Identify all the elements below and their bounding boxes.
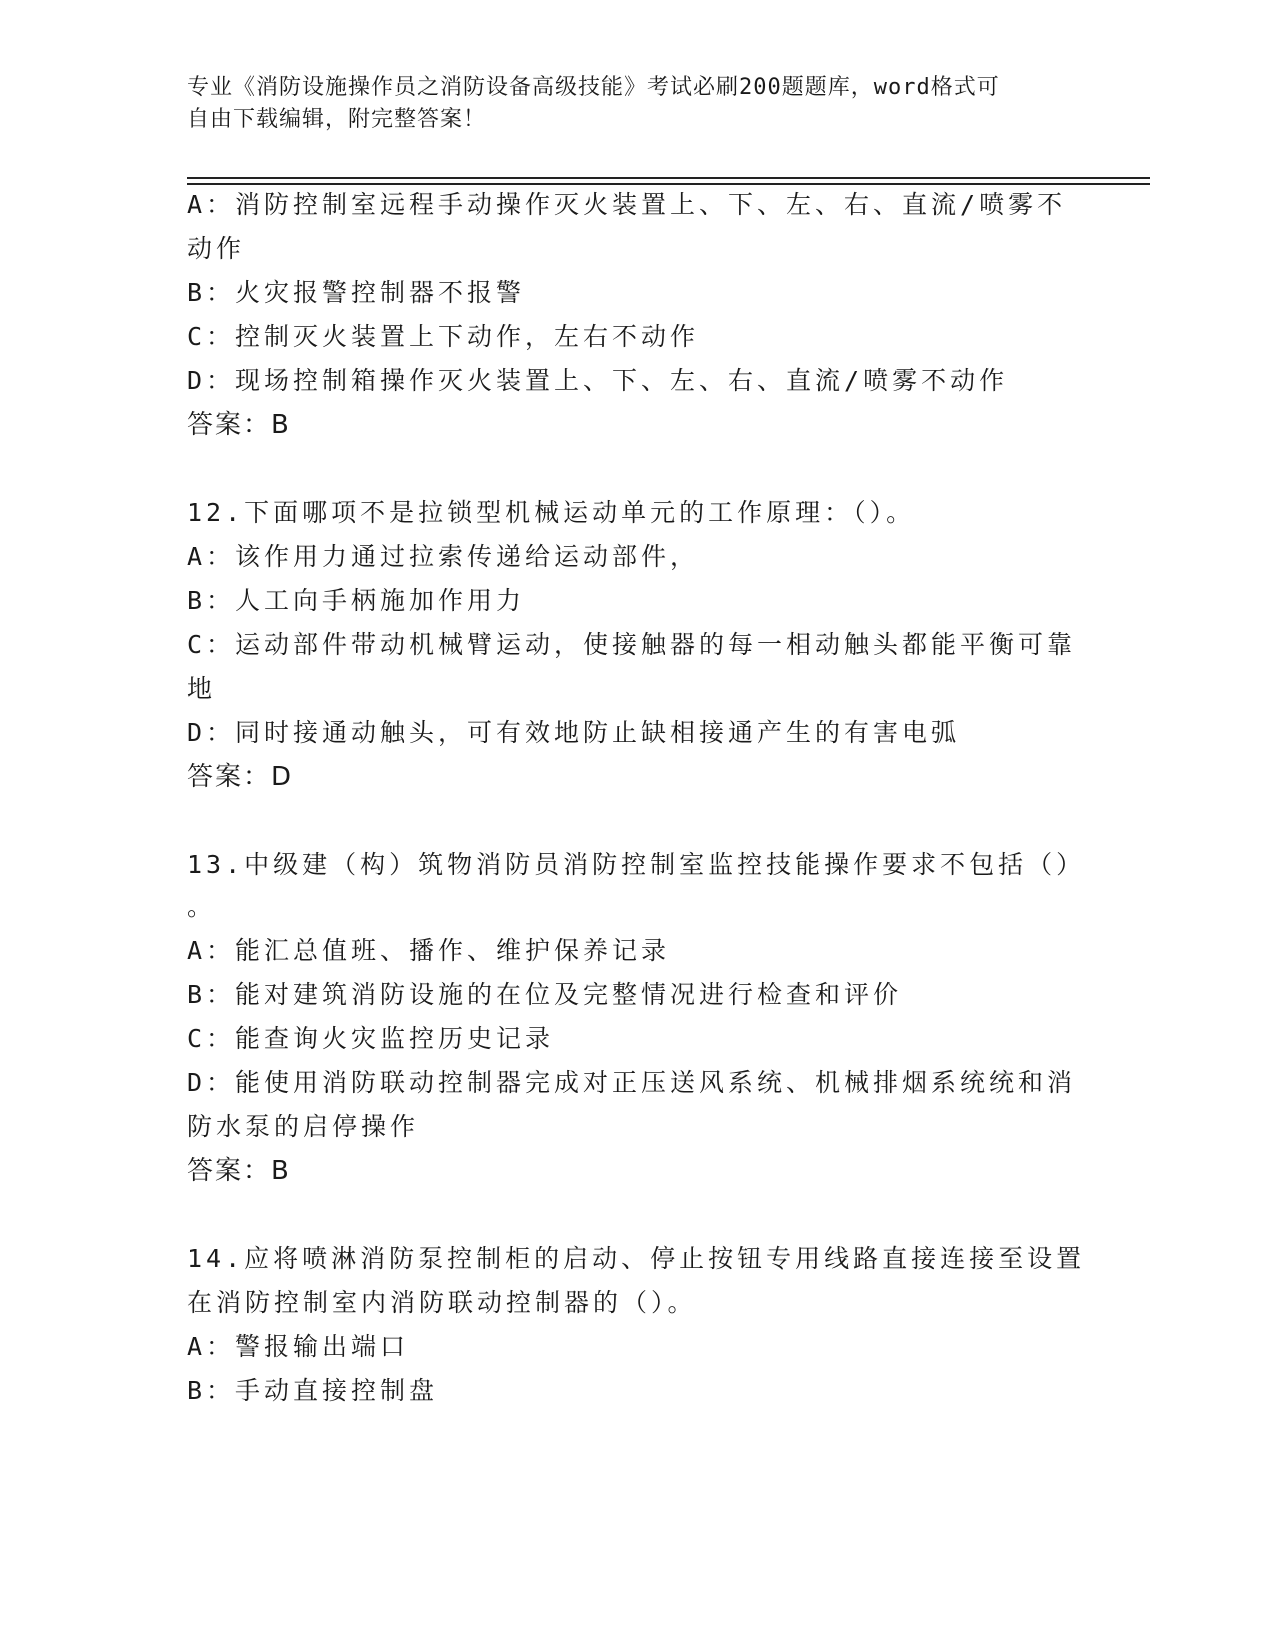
q12-option-d: D：同时接通动触头，可有效地防止缺相接通产生的有害电弧 (187, 718, 961, 747)
q11-option-a-line-1: A：消防控制室远程手动操作灭火装置上、下、左、右、直流/喷雾不 (187, 190, 1067, 219)
document-header (187, 72, 1067, 136)
q13-answer: 答案：B (187, 1156, 291, 1186)
q13-option-b: B：能对建筑消防设施的在位及完整情况进行检查和评价 (187, 980, 903, 1009)
q13-option-c: C：能查询火灾监控历史记录 (187, 1024, 555, 1053)
q13-option-d-line-1: D：能使用消防联动控制器完成对正压送风系统、机械排烟系统统和消 (187, 1068, 1077, 1097)
q14-option-b: B：手动直接控制盘 (187, 1376, 439, 1405)
header-line-1: 专业《消防设施操作员之消防设备高级技能》考试必刷200题题库，word格式可 (187, 75, 1000, 100)
q13-stem-line-2: 。 (187, 892, 217, 921)
q14-stem-line-1: 14.应将喷淋消防泵控制柜的启动、停止按钮专用线路直接连接至设置 (187, 1244, 1086, 1273)
q12-answer: 答案：D (187, 762, 294, 792)
q14-option-a: A：警报输出端口 (187, 1332, 410, 1361)
q12-option-a: A：该作用力通过拉索传递给运动部件， (187, 542, 700, 571)
header-divider-bottom (187, 183, 1150, 185)
q11-answer: 答案：B (187, 410, 291, 440)
q11-option-b: B：火灾报警控制器不报警 (187, 278, 526, 307)
q13-option-a: A：能汇总值班、播作、维护保养记录 (187, 936, 671, 965)
q12-option-b: B：人工向手柄施加作用力 (187, 586, 526, 615)
header-line-2: 自由下载编辑，附完整答案！ (187, 107, 487, 132)
q12-option-c-line-2: 地 (187, 674, 217, 703)
q13-option-d-line-2: 防水泵的启停操作 (187, 1112, 420, 1141)
header-divider-top (187, 177, 1150, 179)
q12-option-c-line-1: C：运动部件带动机械臂运动，使接触器的每一相动触头都能平衡可靠 (187, 630, 1077, 659)
q12-stem: 12.下面哪项不是拉锁型机械运动单元的工作原理：（）。 (187, 498, 916, 527)
q13-stem-line-1: 13.中级建（构）筑物消防员消防控制室监控技能操作要求不包括（） (187, 850, 1086, 879)
q11-option-c: C：控制灭火装置上下动作，左右不动作 (187, 322, 700, 351)
q11-option-d: D：现场控制箱操作灭火装置上、下、左、右、直流/喷雾不动作 (187, 366, 1009, 395)
q14-stem-line-2: 在消防控制室内消防联动控制器的（）。 (187, 1288, 697, 1317)
q11-option-a-line-2: 动作 (187, 234, 246, 263)
